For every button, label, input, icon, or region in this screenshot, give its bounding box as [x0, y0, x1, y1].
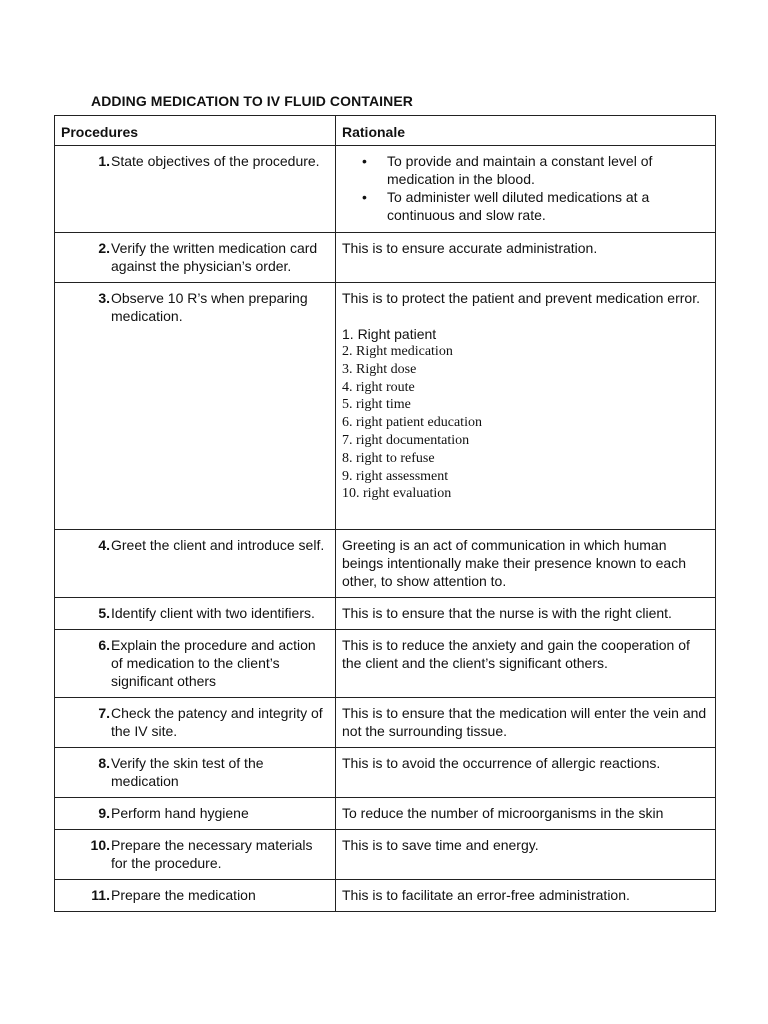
rationale-cell	[336, 283, 716, 530]
step-number: 8.	[98, 755, 110, 771]
rationale-cell: This is to ensure accurate administration.	[336, 233, 716, 283]
list-item: 6. right patient education	[342, 415, 482, 431]
step-number: 4.	[98, 537, 110, 553]
rationale-cell: To reduce the number of microorganisms in the skin	[336, 798, 716, 830]
step-number: 11.	[91, 887, 110, 903]
list-item	[342, 152, 709, 188]
procedure-text: Explain the procedure and action of medication to the client’s significant others	[111, 637, 316, 689]
procedure-text: Check the patency and integrity of the IV site.	[111, 705, 323, 739]
list-item: 9. right assessment	[342, 468, 449, 484]
table-row	[55, 880, 716, 912]
step-number: 5.	[98, 605, 110, 621]
procedure-cell	[55, 880, 336, 912]
procedure-cell	[55, 798, 336, 830]
page-title: ADDING MEDICATION TO IV FLUID CONTAINER	[91, 93, 414, 109]
list-item: 1. Right patient	[342, 326, 437, 342]
list-item: 2. Right medication	[342, 344, 453, 359]
step-number: 7.	[98, 705, 110, 721]
list-item: 7. right documentation	[342, 432, 470, 448]
list-item: 8. right to refuse	[342, 450, 435, 466]
table-row	[55, 283, 716, 530]
step-number: 9.	[98, 805, 110, 821]
procedure-text: Prepare the necessary materials for the procedure.	[111, 837, 313, 871]
bullet-text: To administer well diluted medications at a continuous and slow rate.	[387, 189, 650, 223]
rationale-cell: This is to ensure that the nurse is with the right client.	[336, 598, 716, 630]
procedure-cell	[55, 748, 336, 798]
table-row	[55, 798, 716, 830]
procedure-cell	[55, 283, 336, 530]
procedures-header: Procedures	[55, 116, 336, 146]
table-row	[55, 748, 716, 798]
step-number: 6.	[98, 637, 110, 653]
procedure-text: Prepare the medication	[111, 887, 256, 903]
rationale-cell: Greeting is an act of communication in which human beings intentionally make their presence known to each other, to show attention to.	[336, 530, 716, 598]
table-row	[55, 598, 716, 630]
procedure-text: Identify client with two identifiers.	[111, 605, 315, 621]
list-item	[342, 188, 709, 224]
procedure-cell	[55, 146, 336, 233]
table-row	[55, 146, 716, 233]
table-row	[55, 698, 716, 748]
procedure-text: Verify the skin test of the medication	[111, 755, 264, 789]
bullet-icon: •	[362, 189, 367, 205]
rationale-cell: This is to save time and energy.	[336, 830, 716, 880]
procedure-cell	[55, 830, 336, 880]
rationale-cell	[336, 146, 716, 233]
procedure-cell	[55, 530, 336, 598]
procedure-cell	[55, 630, 336, 698]
procedure-cell	[55, 598, 336, 630]
rationale-text: This is to protect the patient and prevent medication error.	[342, 290, 700, 306]
rationale-cell: This is to avoid the occurrence of allergic reactions.	[336, 748, 716, 798]
procedure-text: Perform hand hygiene	[111, 805, 249, 821]
step-number: 3.	[98, 290, 110, 306]
list-item: 10. right evaluation	[342, 486, 452, 502]
procedure-table	[54, 115, 716, 912]
rationale-cell: This is to facilitate an error-free administration.	[336, 880, 716, 912]
step-number: 10.	[90, 837, 110, 853]
step-number: 1.	[98, 153, 110, 169]
table-header-row	[55, 116, 716, 146]
procedure-text: Observe 10 R’s when preparing medication.	[111, 290, 308, 324]
table-row	[55, 233, 716, 283]
procedure-text: Greet the client and introduce self.	[111, 537, 325, 553]
list-item: 5. right time	[342, 397, 411, 413]
procedure-text: State objectives of the procedure.	[111, 153, 320, 169]
table-row	[55, 630, 716, 698]
bullet-text: To provide and maintain a constant level of medication in the blood.	[387, 153, 653, 187]
bullet-icon: •	[362, 153, 367, 169]
rationale-bullet-list	[342, 152, 709, 224]
procedure-cell	[55, 698, 336, 748]
procedure-text: Verify the written medication card against the physician’s order.	[111, 240, 318, 274]
table-row	[55, 530, 716, 598]
table-row	[55, 830, 716, 880]
rationale-cell: This is to ensure that the medication will enter the vein and not the surrounding tissue.	[336, 698, 716, 748]
list-item: 3. Right dose	[342, 361, 417, 377]
list-item: 4. right route	[342, 379, 415, 395]
rationale-header: Rationale	[336, 116, 716, 146]
rationale-cell: This is to reduce the anxiety and gain the cooperation of the client and the client’s significant others.	[336, 630, 716, 698]
procedure-cell	[55, 233, 336, 283]
step-number: 2.	[98, 240, 110, 256]
rights-list	[342, 343, 709, 503]
